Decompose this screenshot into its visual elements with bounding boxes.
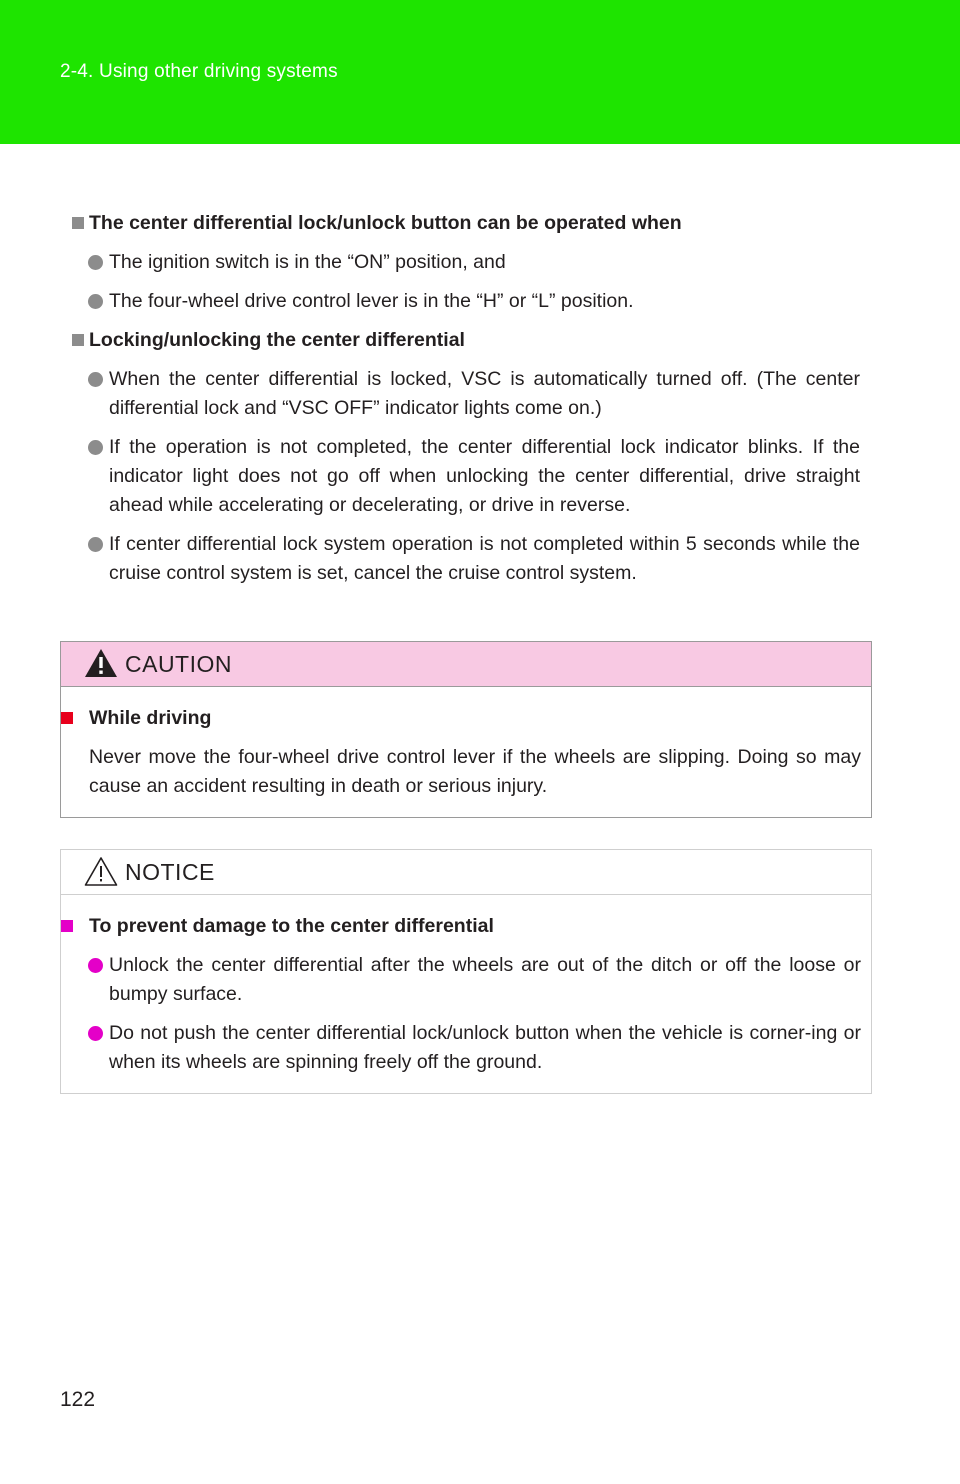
- caution-body: [61, 687, 871, 817]
- list-item: [60, 248, 860, 277]
- header-band: [0, 0, 960, 144]
- round-bullet-icon: [88, 294, 103, 309]
- list-item-text: Unlock the center differential after the wheels are out of the ditch or off the loose or bumpy surface.: [109, 954, 861, 1005]
- notice-box: [60, 849, 872, 1094]
- list-item: [61, 951, 861, 1009]
- list-item: [61, 1019, 861, 1077]
- caution-heading-text: While driving: [89, 707, 212, 729]
- notice-header: [61, 850, 871, 895]
- notice-heading: [61, 912, 861, 940]
- section-heading-text: The center differential lock/unlock button can be operated when: [89, 212, 682, 234]
- square-bullet-icon: [61, 712, 73, 724]
- caution-label: CAUTION: [125, 651, 232, 677]
- notice-heading-text: To prevent damage to the center differential: [89, 915, 494, 937]
- notice-body: [61, 895, 871, 1093]
- list-item: [60, 433, 860, 520]
- list-item-text: If center differential lock system operation is not completed within 5 seconds while the cruise control system is set, cancel the cruise control system.: [109, 533, 860, 584]
- warning-triangle-icon: [83, 647, 119, 679]
- square-bullet-icon: [61, 920, 73, 932]
- square-bullet-icon: [72, 334, 84, 346]
- notice-label: NOTICE: [125, 859, 215, 885]
- section-heading-text: Locking/unlocking the center differential: [89, 329, 465, 351]
- page-number: 122: [60, 1388, 96, 1411]
- section-heading: [60, 209, 860, 237]
- list-item-text: If the operation is not completed, the center differential lock indicator blinks. If the indicator light does not go off when unlocking the center differential, drive straight ahead while accelerating or decelerating, or drive in reverse.: [109, 436, 860, 516]
- caution-header: [61, 642, 871, 687]
- round-bullet-icon: [88, 958, 103, 973]
- section-heading: [60, 326, 860, 354]
- round-bullet-icon: [88, 372, 103, 387]
- round-bullet-icon: [88, 440, 103, 455]
- caution-heading: [61, 704, 861, 732]
- list-item: [60, 530, 860, 588]
- section-operable-conditions: [60, 209, 860, 316]
- list-item-text: The four-wheel drive control lever is in the “H” or “L” position.: [109, 290, 634, 312]
- list-item-text: Do not push the center differential lock/unlock button when the vehicle is corner-ing or when its wheels are spinning freely off the ground.: [109, 1022, 861, 1073]
- warning-triangle-outline-icon: [83, 855, 119, 887]
- list-item-text: When the center differential is locked, VSC is automatically turned off. (The center differential lock and “VSC OFF” indicator lights come on.): [109, 368, 860, 419]
- round-bullet-icon: [88, 255, 103, 270]
- round-bullet-icon: [88, 537, 103, 552]
- caution-text: Never move the four-wheel drive control lever if the wheels are slipping. Doing so may cause an accident resulting in death or serious injury.: [89, 746, 861, 797]
- list-item: [60, 365, 860, 423]
- section-locking-unlocking: [60, 326, 860, 588]
- caution-box: [60, 641, 872, 818]
- square-bullet-icon: [72, 217, 84, 229]
- chapter-title: 2-4. Using other driving systems: [60, 61, 338, 82]
- round-bullet-icon: [88, 1026, 103, 1041]
- list-item-text: The ignition switch is in the “ON” position, and: [109, 251, 506, 273]
- list-item: [60, 287, 860, 316]
